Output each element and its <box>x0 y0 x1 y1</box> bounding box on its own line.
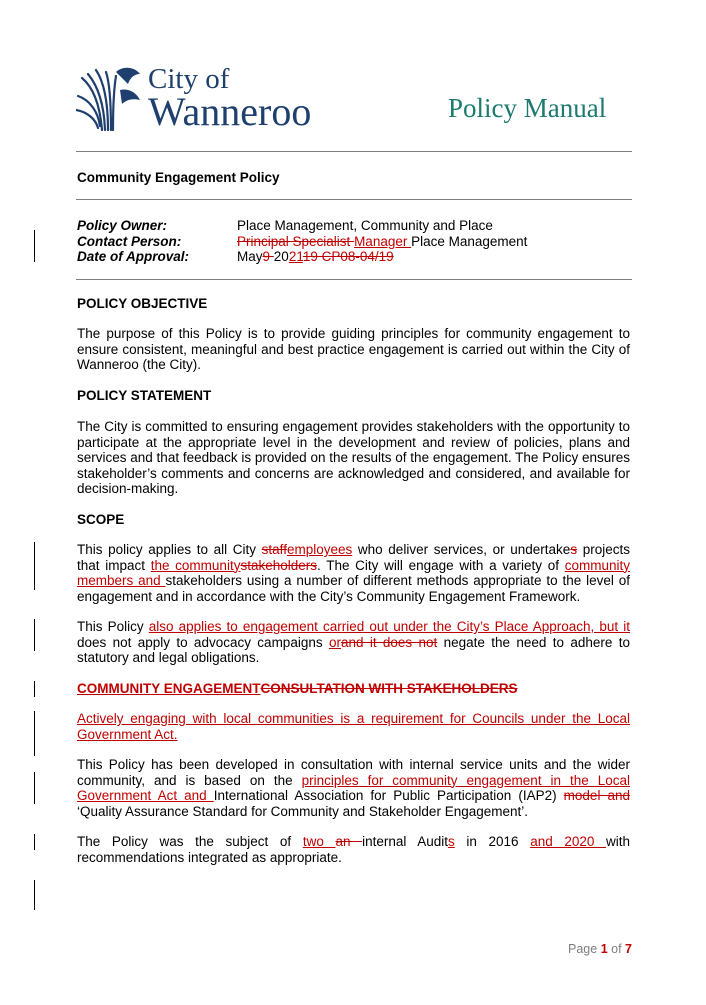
manual-title: Policy Manual <box>448 93 607 123</box>
engagement-paragraph-2 <box>77 757 630 819</box>
inserted-text: Actively engaging with local communities is a requirement for Councils under the Local Government Act. <box>77 711 630 742</box>
wanneroo-emblem-icon <box>76 66 146 134</box>
inserted-heading: COMMUNITY ENGAGEMENT <box>77 681 261 696</box>
deleted-text: 9 <box>262 249 274 265</box>
engagement-paragraph-3 <box>77 834 630 865</box>
logo-city-of: City of <box>148 63 230 95</box>
inserted-text: also applies to engagement carried out under the City’s Place Approach, but it <box>148 619 630 634</box>
date-label: Date of Approval: <box>77 249 190 265</box>
text-run: The Policy was the subject of <box>77 834 303 849</box>
current-page: 1 <box>600 942 608 956</box>
inserted-text: Manager <box>354 233 412 249</box>
text-run: International Association for Public Participation (IAP2) <box>213 788 564 804</box>
change-bar <box>34 681 35 697</box>
deleted-text: an <box>335 834 363 849</box>
text-run: projects that impact <box>77 542 630 573</box>
objective-paragraph: The purpose of this Policy is to provide guiding principles for community engagement to ensure consistent, meaningful and best practice engagement is carried out within the City of Wanneroo (the City). <box>77 326 630 373</box>
text-run: who deliver services, or undertake <box>352 542 571 557</box>
deleted-text: model and <box>563 788 631 804</box>
meta-contact-row <box>77 234 527 250</box>
inserted-text: employees <box>286 542 353 557</box>
owner-value: Place Management, Community and Place <box>237 218 493 233</box>
divider <box>76 151 632 152</box>
deleted-text: Principal Specialist <box>237 233 355 249</box>
inserted-text: and 2020 <box>530 834 606 849</box>
statement-paragraph: The City is committed to ensuring engagement provides stakeholders with the opportunity to participate at the appropriate level in the development and review of policies, plans and services and that feedback is provided on the results of the engagement. The Policy ensures stakeholder’s comments and concerns are acknowledged and considered, and available for decision-making. <box>77 419 630 497</box>
engagement-paragraph-1 <box>77 711 630 742</box>
total-pages: 7 <box>625 942 632 956</box>
change-bar <box>34 711 35 756</box>
city-logo <box>76 64 326 136</box>
of-word: of <box>611 942 622 956</box>
meta-owner-row <box>77 218 527 234</box>
scope-heading: SCOPE <box>77 512 125 527</box>
inserted-text: the community <box>150 557 241 573</box>
policy-meta <box>77 218 527 265</box>
inserted-text: or <box>328 634 341 650</box>
deleted-text: 19 CP08-04/19 <box>302 249 394 265</box>
change-bar <box>34 880 35 910</box>
text-run: stakeholders using a number of different methods appropriate to the level of engagement and in accordance with the City’s Community Engagement Framework. <box>77 573 630 604</box>
statement-heading: POLICY STATEMENT <box>77 388 212 403</box>
page-number <box>568 942 632 956</box>
divider <box>76 279 632 280</box>
text-run: with recommendations integrated as appropriate. <box>77 834 630 865</box>
contact-label: Contact Person: <box>77 233 182 249</box>
contact-value <box>237 234 527 250</box>
meta-date-row <box>77 249 527 265</box>
objective-heading: POLICY OBJECTIVE <box>77 296 208 311</box>
deleted-heading: CONSULTATION WITH STAKEHOLDERS <box>260 681 518 696</box>
text-run: . The City will engage with a variety of <box>317 557 565 573</box>
text-run: This policy applies to all City <box>77 542 262 557</box>
deleted-text: stakeholders <box>240 557 317 573</box>
scope-paragraph-2 <box>77 619 630 666</box>
date-month: May <box>237 249 263 265</box>
inserted-text: 21 <box>288 249 303 265</box>
inserted-text: s <box>448 834 455 849</box>
contact-rest: Place Management <box>411 233 528 249</box>
text-run: This Policy <box>77 619 149 634</box>
change-bar <box>34 834 35 850</box>
change-bar <box>34 619 35 651</box>
inserted-text: two <box>302 834 336 849</box>
deleted-text: s <box>570 542 578 557</box>
deleted-text: staff <box>261 542 287 557</box>
scope-paragraph-1 <box>77 542 630 604</box>
text-run: ‘Quality Assurance Standard for Community and Stakeholder Engagement’. <box>77 803 528 819</box>
inserted-text: community members and <box>77 557 630 589</box>
text-run: in 2016 <box>454 834 531 849</box>
engagement-heading <box>77 681 518 696</box>
text-run: This Policy has been developed in consultation with internal service units and the wider community, and is based on the <box>77 757 630 788</box>
change-bar <box>34 230 35 262</box>
page-word: Page <box>568 942 598 956</box>
change-bar <box>34 542 35 590</box>
text-run: negate the need to adhere to statutory and legal obligations. <box>77 634 630 666</box>
text-run: does not apply to advocacy campaigns <box>77 634 329 650</box>
inserted-text: principles for community engagement in the Local Government Act and <box>77 772 630 804</box>
deleted-text: and it does not <box>340 634 438 650</box>
divider <box>76 199 632 200</box>
text-run: internal Audit <box>362 834 449 849</box>
owner-label: Policy Owner: <box>77 218 168 233</box>
date-value <box>237 249 394 265</box>
logo-wanneroo: Wanneroo <box>148 89 312 134</box>
change-bar <box>34 772 35 804</box>
document-title: Community Engagement Policy <box>77 170 280 185</box>
date-year-prefix: 20 <box>273 249 289 265</box>
